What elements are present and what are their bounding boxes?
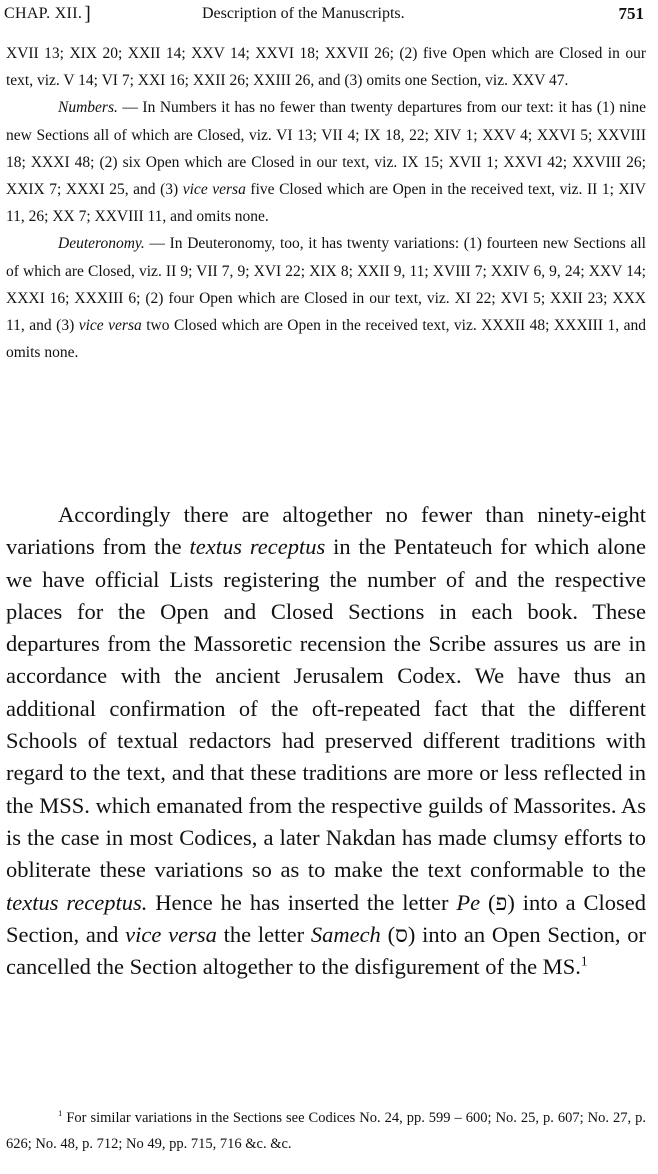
deuteronomy-label: Deuteronomy. [58,235,145,253]
running-title: Description of the Manuscripts. [202,5,405,22]
page-number: 751 [618,4,644,23]
footnote-paragraph [6,1106,646,1157]
deuteronomy-paragraph: Deuteronomy. — In Deuteronomy, too, it has twenty variations: (1) fourteen new Sections all of which are Closed, viz. II 9; VII 7, 9; XVI 22; XIX 8; XXII 9, 11; XVIII 7; XXIV 6, 9, 24; XXV 14; XXXI 16; XXXIII 6; (2) four Open which are Closed in our text, viz. XI 22; XVI 5; XXII 23; XXX 11, and (3) vice versa two Closed which are Open in the received text, viz. XXXII 48; XXXIII 1, and omits none. [6,235,646,362]
footnote-marker: 1 [58,1108,63,1119]
chapter-label: CHAP. XII. ] [4,3,92,25]
footnote-text: For similar variations in the Sections see Codices No. 24, pp. 599 – 600; No. 25, p. 607; No. 27, p. 626; No. 48, p. 712; No 49, pp. 715, 716 &c. &c. [6,1110,646,1152]
numbers-label: Numbers. [58,99,118,117]
running-header [4,2,652,32]
chapter-bracket: ] [84,3,92,25]
genesis-continuation-paragraph: XVII 13; XIX 20; XXII 14; XXV 14; XXVI 18; XXVII 26; (2) five Open which are Closed in our text, viz. V 14; VI 7; XXI 16; XXII 26; XXIII 26, and (3) omits one Section, viz. XXV 47. [6,45,646,90]
footnote [6,1106,646,1157]
main-text-section [6,499,646,983]
summary-paragraph: Accordingly there are altogether no fewer than ninety-eight variations from the textus receptus in the Pentateuch for which alone we have official Lists registering the number of and the respective places for the Open and Closed Sections in each book. These departures from the Massoretic recension the Scribe assures us are in accordance with the ancient Jerusalem Codex. We have thus an additional confirmation of the oft-repeated fact that the different Schools of textual redactors had preserved different traditions with regard to the text, and that these traditions are more or less reflected in the MSS. which emanated from the respective guilds of Massorites. As is the case in most Codices, a later Nakdan has made clumsy efforts to obliterate these variations so as to make the text conformable to the textus receptus. Hence he has inserted the letter Pe (פ) into a Closed Section, and vice versa the letter Samech (ס) into an Open Section, or cancelled the Section altogether to the disfigurement of the MS.$^1$ [6,502,647,980]
small-print-section [6,40,646,366]
footnote-reference: 1 [580,953,588,969]
numbers-paragraph: Numbers. — In Numbers it has no fewer than twenty departures from our text: it has (1) nine new Sections all of which are Closed, viz. VI 13; VII 4; IX 18, 22; XIV 1; XXV 4; XXVI 5; XXVIII 18; XXXI 48; (2) six Open which are Closed in our text, viz. IX 15; XVII 1; XXVI 42; XXVIII 26; XXIX 7; XXXI 25, and (3) vice versa five Closed which are Open in the received text, viz. II 1; XIV 11, 26; XX 7; XXVIII 11, and omits none. [6,99,646,226]
